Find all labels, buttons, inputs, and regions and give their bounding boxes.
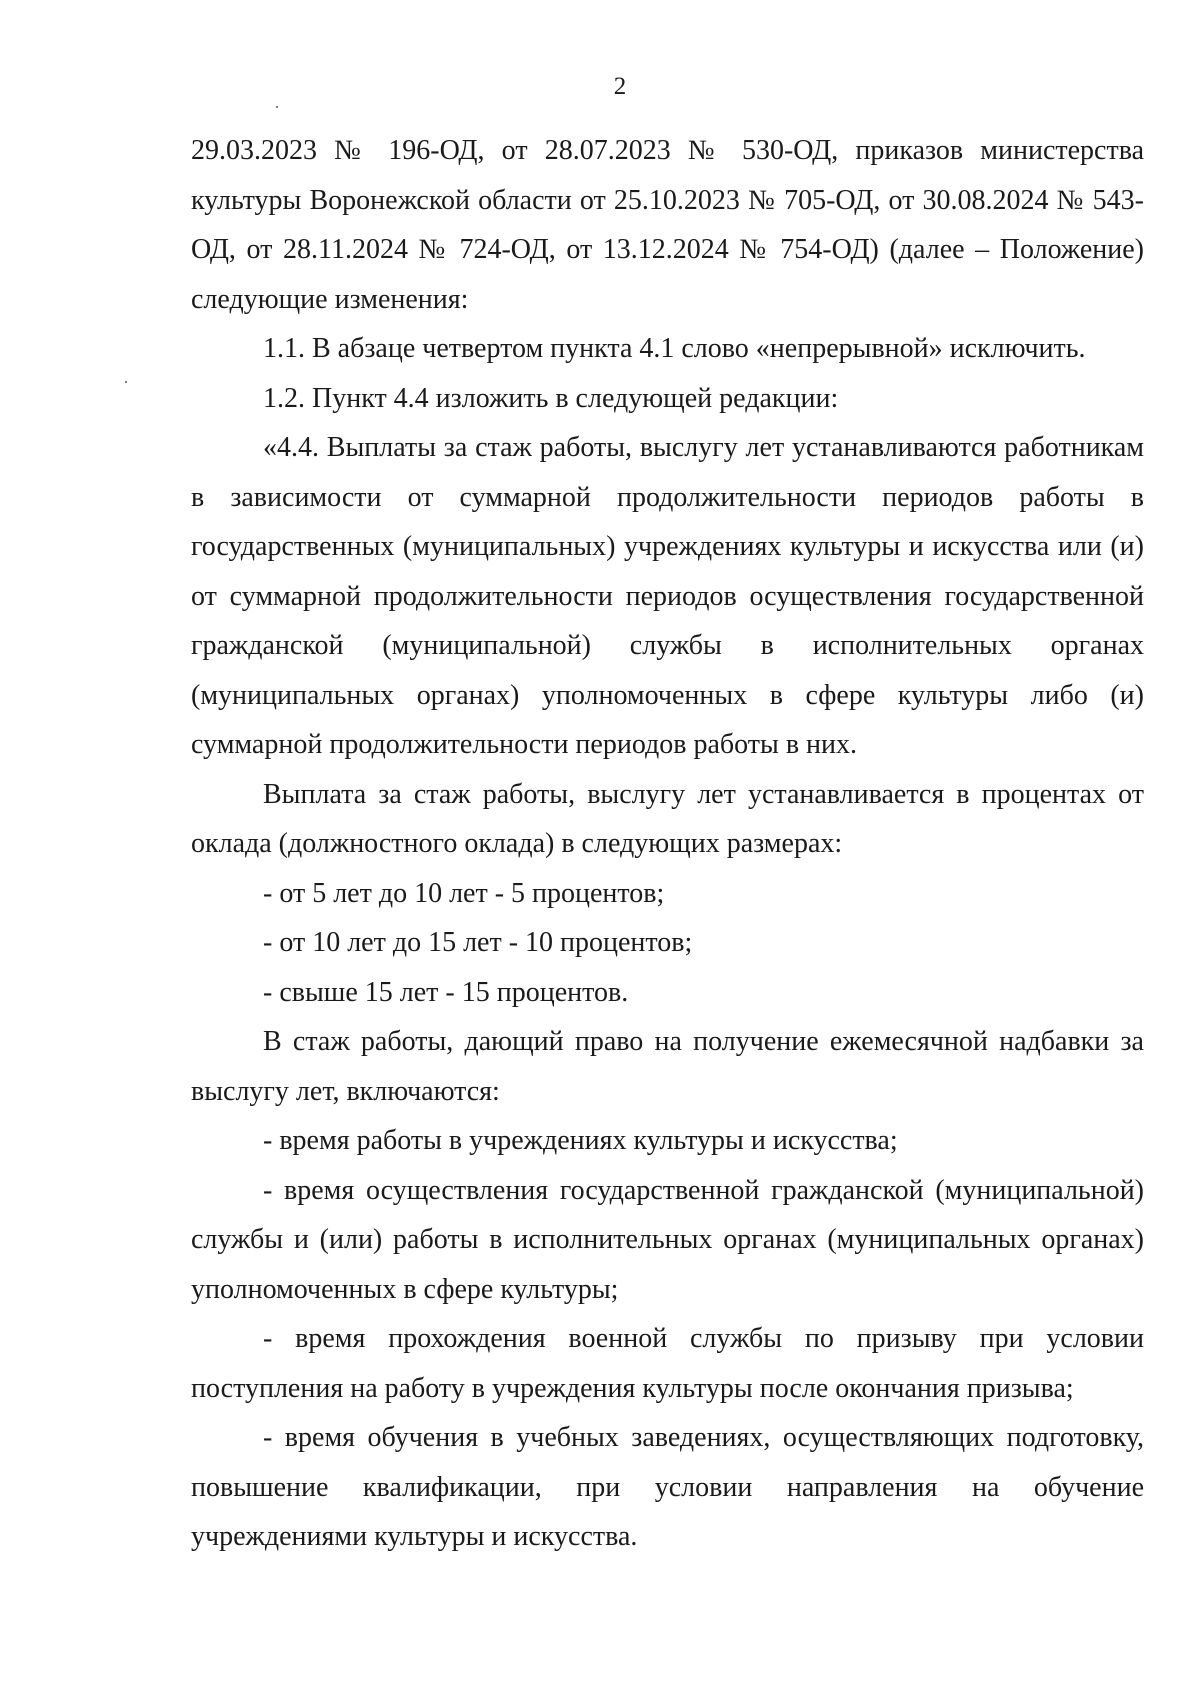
paragraph-item-1-1: 1.1. В абзаце четвертом пункта 4.1 слово «непрерывной» исключить. <box>263 333 1086 364</box>
paragraph-seniority-includes: В стаж работы, дающий право на получение ежемесячной надбавки за выслугу лет, включаются: <box>191 1026 1144 1107</box>
document-body <box>191 126 1144 1562</box>
paragraph-continuation: 29.03.2023 № 196-ОД, от 28.07.2023 № 530-ОД, приказов министерства культуры Воронежской области от 25.10.2023 № 705-ОД, от 30.08.2024 № 543-ОД, от 28.11.2024 № 724-ОД, от 13.12.2024 № 754-ОД) (далее – Положение) следующие изменения: <box>191 135 1144 315</box>
paragraph-item-1-2: 1.2. Пункт 4.4 изложить в следующей редакции: <box>263 382 839 414</box>
page-number: 2 <box>613 73 627 100</box>
paragraph-clause-4-4: «4.4. Выплаты за стаж работы, выслугу лет устанавливаются работникам в зависимости от суммарной продолжительности периодов работы в государственных (муниципальных) учреждениях культуры и искусства или (и) от суммарной продолжительности периодов осуществления государственной гражданской (муниципальной) службы в исполнительных органах (муниципальных органах) уполномоченных в сфере культуры либо (и) суммарной продолжительности периодов работы в них. <box>191 432 1144 760</box>
list-item-rate: - от 5 лет до 10 лет - 5 процентов; <box>263 877 665 909</box>
paragraph-payment-rates: Выплата за стаж работы, выслугу лет устанавливается в процентах от оклада (должностного оклада) в следующих размерах: <box>191 778 1144 859</box>
scan-speck <box>125 381 127 383</box>
list-item-period: - время осуществления государственной гражданской (муниципальной) службы и (или) работы в исполнительных органах (муниципальных органах) уполномоченных в сфере культуры; <box>191 1174 1144 1305</box>
scan-speck <box>276 106 278 108</box>
list-item-period: - время прохождения военной службы по призыву при условии поступления на работу в учреждения культуры после окончания призыва; <box>191 1323 1144 1404</box>
list-item-period: - время обучения в учебных заведениях, осуществляющих подготовку, повышение квалификации, при условии направления на обучение учреждениями культуры и искусства. <box>191 1422 1144 1552</box>
list-item-rate: - свыше 15 лет - 15 процентов. <box>263 976 629 1008</box>
list-item-rate: - от 10 лет до 15 лет - 10 процентов; <box>263 927 693 958</box>
list-item-period: - время работы в учреждениях культуры и искусства; <box>263 1125 898 1156</box>
